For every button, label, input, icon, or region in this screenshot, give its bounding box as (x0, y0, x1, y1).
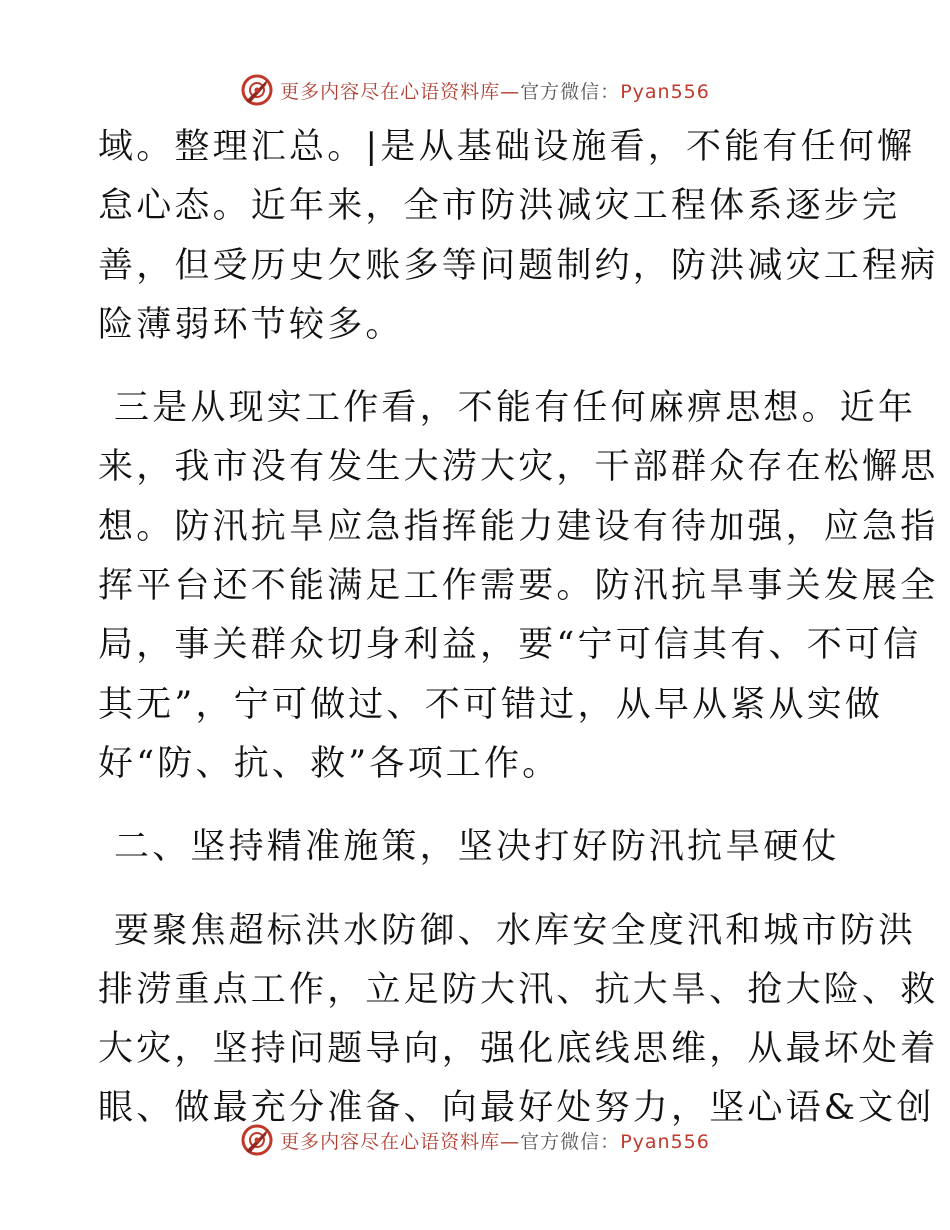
text-line: 眼、做最充分准备、向最好处努力，坚心语&文创 (98, 1088, 935, 1129)
paragraph-2 (98, 379, 939, 794)
footer-watermark (0, 1120, 950, 1160)
text-line: 局，事关群众切身利益，要“宁可信其有、不可信 (98, 625, 922, 666)
watermark-official-label: 官方微信： (520, 1130, 621, 1153)
text-line: 要聚焦超标洪水防御、水库安全度汛和城市防洪 (114, 910, 917, 951)
watermark-account: Pyan556 (620, 80, 710, 103)
watermark-official-label: 官方微信： (520, 80, 621, 103)
header-watermark (0, 70, 950, 110)
text-line: 大灾，坚持问题导向，强化底线思维，从最坏处着 (98, 1029, 939, 1070)
brand-logo-icon (240, 73, 274, 107)
watermark-site: 更多内容尽在心语资料库 (280, 80, 501, 103)
text-line: 域。整理汇总。|是从基础设施看，不能有任何懈 (98, 127, 916, 167)
paragraph-3 (98, 902, 939, 1139)
watermark-site: 更多内容尽在心语资料库 (280, 1130, 501, 1153)
watermark-account: Pyan556 (620, 1130, 710, 1153)
heading-line: 二、坚持精准施策，坚决打好防汛抗旱硬仗 (114, 827, 840, 868)
text-line: 险薄弱环节较多。 (98, 304, 404, 345)
text-line: 善，但受历史欠账多等问题制约，防洪减灾工程病 (98, 245, 939, 286)
watermark-dash: — (500, 1130, 521, 1153)
text-line: 怠心态。近年来，全市防洪减灾工程体系逐步完 (98, 186, 901, 227)
section-heading (98, 818, 858, 877)
document-body (98, 118, 939, 1163)
text-line: 想。防汛抗旱应急指挥能力建设有待加强，应急指 (98, 506, 939, 547)
text-line: 三是从现实工作看，不能有任何麻痹思想。近年 (114, 388, 917, 429)
watermark-text (280, 77, 710, 104)
text-line: 挥平台还不能满足工作需要。防汛抗旱事关发展全 (98, 566, 939, 607)
text-line: 来，我市没有发生大涝大灾，干部群众存在松懈思 (98, 447, 939, 488)
text-line: 排涝重点工作，立足防大汛、抗大旱、抢大险、救 (98, 969, 939, 1010)
text-line: 好“防、抗、救”各项工作。 (98, 743, 561, 784)
paragraph-1 (98, 118, 939, 355)
text-line: 其无”，宁可做过、不可错过，从早从紧从实做 (98, 684, 884, 725)
watermark-dash: — (500, 80, 521, 103)
watermark-text (280, 1127, 710, 1154)
brand-logo-icon (240, 1123, 274, 1157)
